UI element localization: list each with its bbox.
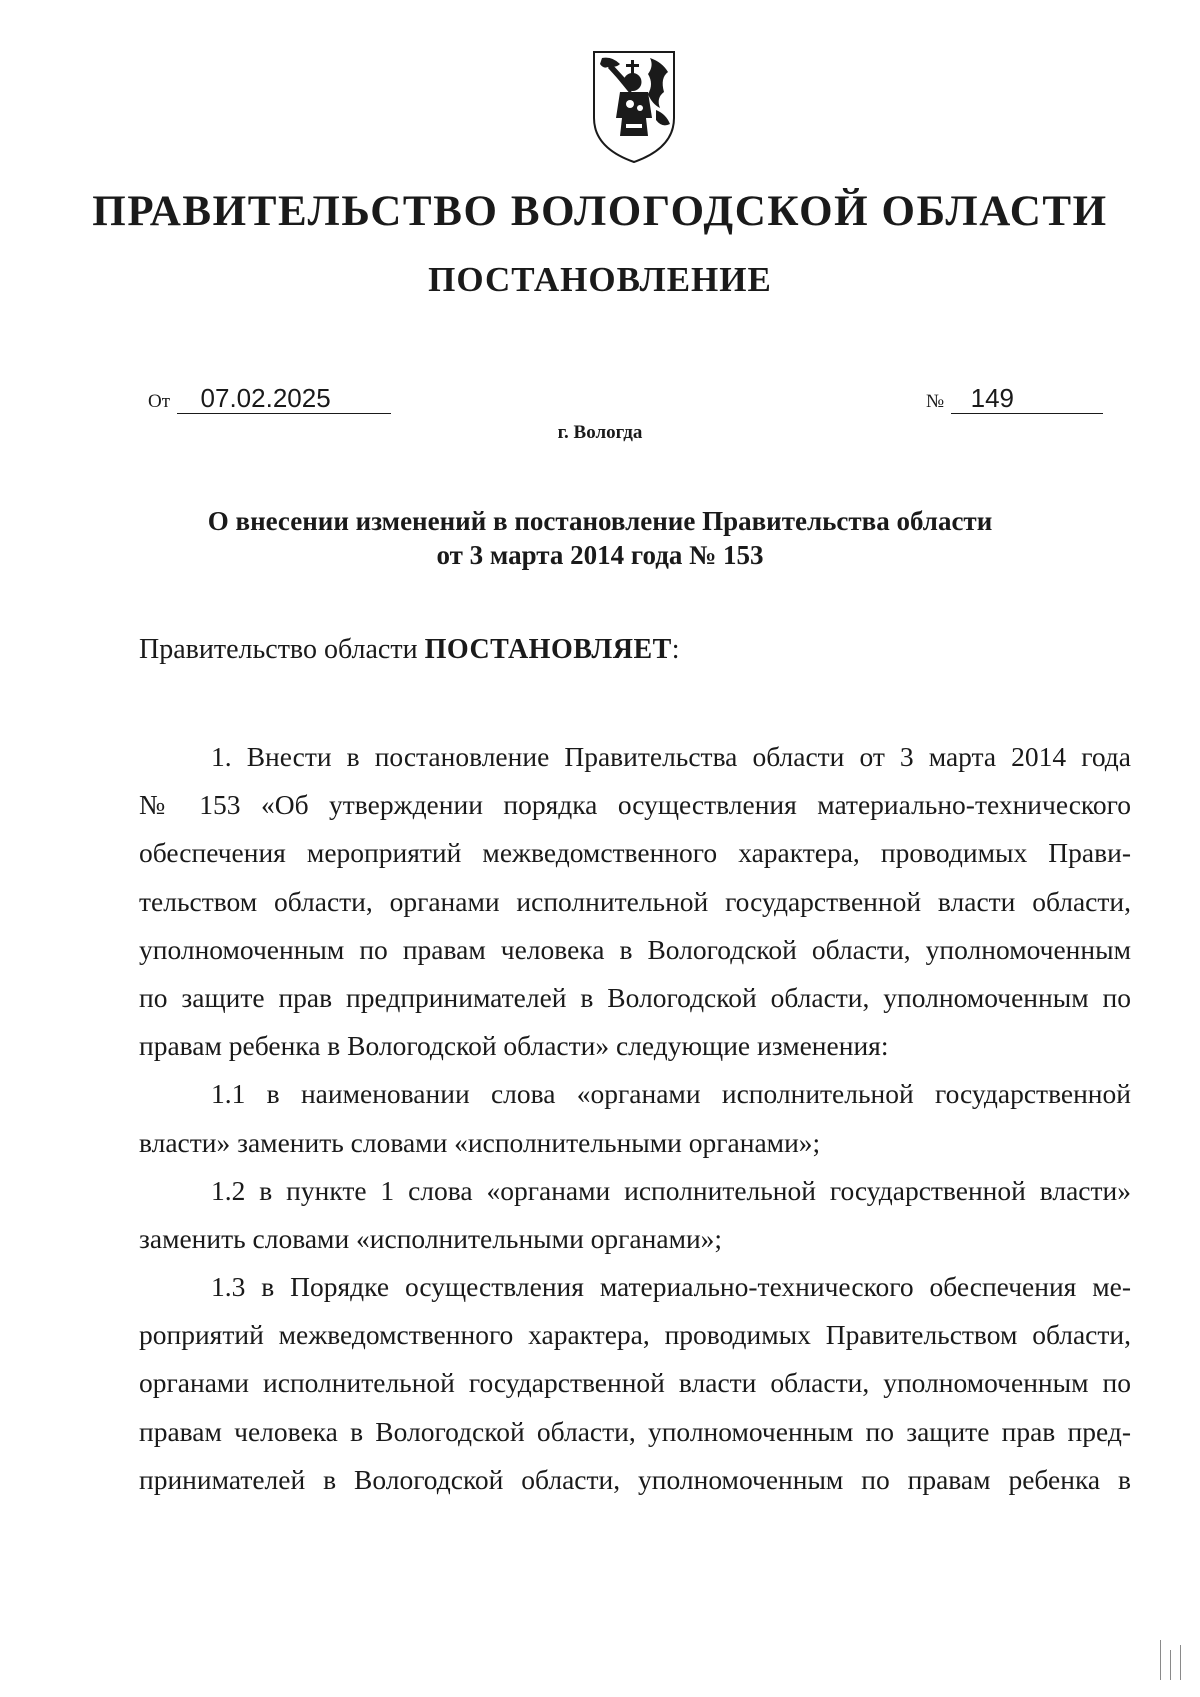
body-line: принимателей в Вологодской области, уполномоченным по правам ребенка в [139, 1463, 1131, 1495]
number-value: 149 [951, 383, 1103, 414]
preamble-colon: : [671, 634, 680, 665]
scan-mark [1170, 1650, 1171, 1680]
date-label: От [148, 391, 171, 412]
body-line: правам человека в Вологодской области, уполномоченным по защите прав пред- [139, 1415, 1131, 1447]
body-line: заменить словами «исполнительными органами»; [139, 1222, 723, 1254]
body-line: № 153 «Об утверждении порядка осуществления материально-технического [139, 789, 1131, 821]
body-line: органами исполнительной государственной власти области, уполномоченным по [139, 1367, 1131, 1399]
number-field [926, 382, 1103, 419]
preamble [139, 632, 680, 668]
body-line: по защите прав предпринимателей в Вологодской области, уполномоченным по [139, 981, 1131, 1013]
subject-line: от 3 марта 2014 года № 153 [436, 540, 764, 570]
body-line: 1.1 в наименовании слова «органами исполнительной государственной [211, 1078, 1131, 1110]
preamble-keyword: ПОСТАНОВЛЯЕТ [424, 634, 672, 665]
date-value: 07.02.2025 [177, 383, 391, 414]
body-line: тельством области, органами исполнительной государственной власти области, [139, 885, 1131, 917]
document-subject [0, 504, 1200, 572]
date-field [148, 382, 391, 419]
body-line: уполномоченным по правам человека в Вологодской области, уполномоченным [139, 933, 1131, 965]
subject-line: О внесении изменений в постановление Правительства области [207, 506, 993, 536]
document-body [139, 733, 1131, 1504]
body-line: 1.3 в Порядке осуществления материально-технического обеспечения ме- [211, 1271, 1131, 1303]
city-name: г. Вологда [557, 422, 643, 443]
number-label: № [926, 391, 945, 412]
scan-mark [1180, 1645, 1181, 1680]
body-line: обеспечения мероприятий межведомственного характера, проводимых Прави- [139, 837, 1131, 869]
scan-mark [1160, 1640, 1161, 1680]
organization-title: ПРАВИТЕЛЬСТВО ВОЛОГОДСКОЙ ОБЛАСТИ [92, 188, 1108, 235]
body-line: роприятий межведомственного характера, проводимых Правительством области, [139, 1319, 1131, 1351]
vologda-coat-of-arms-icon [590, 48, 678, 166]
body-line: власти» заменить словами «исполнительными органами»; [139, 1126, 821, 1158]
body-line: 1.2 в пункте 1 слова «органами исполнительной государственной власти» [211, 1174, 1131, 1206]
body-line: правам ребенка в Вологодской области» следующие изменения: [139, 1030, 889, 1062]
body-line: 1. Внести в постановление Правительства области от 3 марта 2014 года [211, 741, 1131, 772]
preamble-text: Правительство области [139, 634, 425, 665]
document-type: ПОСТАНОВЛЕНИЕ [428, 260, 772, 299]
